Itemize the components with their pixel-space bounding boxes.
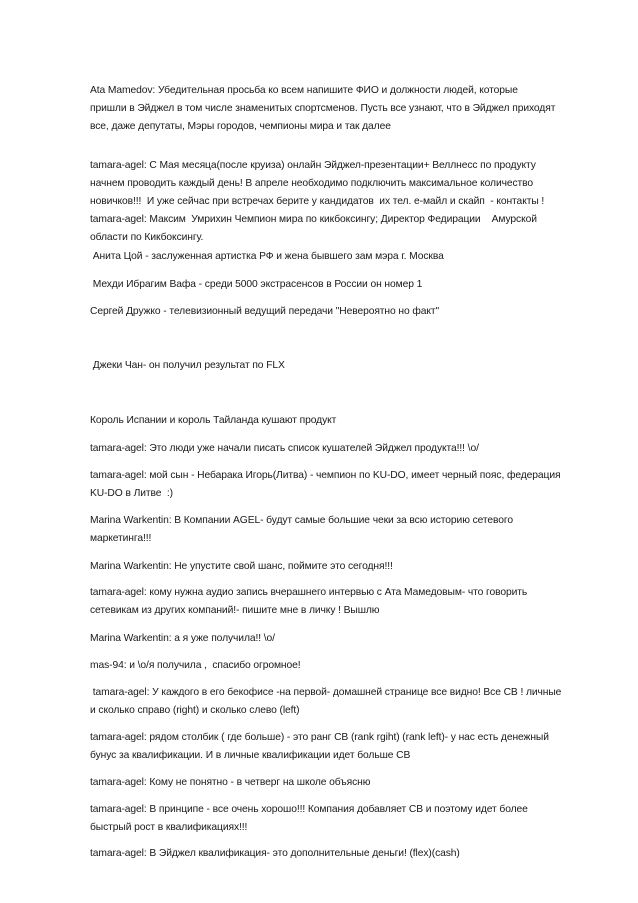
paragraph-line: Король Испании и король Тайланда кушают продукт [90,415,337,426]
paragraph-line: маркетинга!!! [90,533,152,544]
paragraph-line: сетевикам из других компаний!- пишите мне в личку ! Вышлю [90,605,380,616]
paragraph-line: tamara-agel: В Эйджел квалификация- это дополнительные деньги! (flex)(cash) [90,848,460,859]
paragraph-line: и сколько справо (right) и сколько слево (left) [90,705,300,716]
paragraph-line: области по Кикбоксингу. [90,232,204,243]
paragraph-line: Marina Warkentin: Не упустите свой шанс, поймите это сегодня!!! [90,561,393,572]
paragraph-line: Анита Цой - заслуженная артистка РФ и жена бывшего зам мэра г. Москва [90,251,444,262]
paragraph-line: Ata Mamedov: Убедительная просьба ко всем напишите ФИО и должности людей, которые [90,85,518,96]
paragraph-line: новичков!!! И уже сейчас при встречах берите у кандидатов их тел. е-майл и скайп - контакты ! [90,196,545,207]
paragraph-line: tamara-agel: рядом столбик ( где больше) - это ранг CB (rank rgiht) (rank left)- у нас есть денежный [90,732,549,743]
paragraph-line: KU-DO в Литве :) [90,488,173,499]
paragraph-line: tamara-agel: мой сын - Небарака Игорь(Литва) - чемпион по KU-DO, имеет черный пояс, федерация [90,470,561,481]
paragraph-line: пришли в Эйджел в том числе знаменитых спортсменов. Пусть все узнают, что в Эйджел приходят [90,103,556,114]
paragraph-line: Marina Warkentin: В Компании AGEL- будут самые большие чеки за всю историю сетевого [90,515,513,526]
paragraph-line: tamara-agel: Максим Умрихин Чемпион мира по кикбоксингу; Директор Федирации Амурской [90,214,537,225]
paragraph-line: Мехди Ибрагим Вафа - среди 5000 экстрасенсов в России он номер 1 [90,279,423,290]
paragraph-line: Сергей Дружко - телевизионный ведущий передачи "Невероятно но факт" [90,306,440,317]
paragraph-19 [90,809,560,899]
paragraph-line: tamara-agel: В принципе - все очень хорошо!!! Компания добавляет CB и поэтому идет более [90,804,528,815]
paragraph-line: Marina Warkentin: а я уже получила!! \o/ [90,633,275,644]
paragraph-line: tamara-agel: кому нужна аудио запись вчерашнего интервью с Ата Мамедовым- что говорить [90,587,528,598]
paragraph-line: mas-94: и \o/я получила , спасибо огромное! [90,660,301,671]
paragraph-line: tamara-agel: С Мая месяца(после круиза) онлайн Эйджел-презентации+ Веллнесс по продукту [90,160,536,171]
paragraph-line: все, даже депутаты, Мэры городов, чемпионы мира и так далее [90,121,391,132]
paragraph-line: tamara-agel: Кому не понятно - в четверг на школе объясню [90,777,371,788]
paragraph-line: Джеки Чан- он получил результат по FLX [90,360,285,371]
paragraph-line: tamara-agel: У каждого в его бекофисе -на первой- домашней странице все видно! Все CB ! личные [90,687,562,698]
paragraph-line: tamara-agel: Это люди уже начали писать список кушателей Эйджел продукта!!! \o/ [90,443,479,454]
paragraph-line: бунус за квалификации. И в личные квалификации идет больше CB [90,750,411,761]
paragraph-line: быстрый рост в квалификациях!!! [90,822,248,833]
paragraph-line: начнем проводить каждый день! В апреле необходимо подключить максимальное количество [90,178,534,189]
